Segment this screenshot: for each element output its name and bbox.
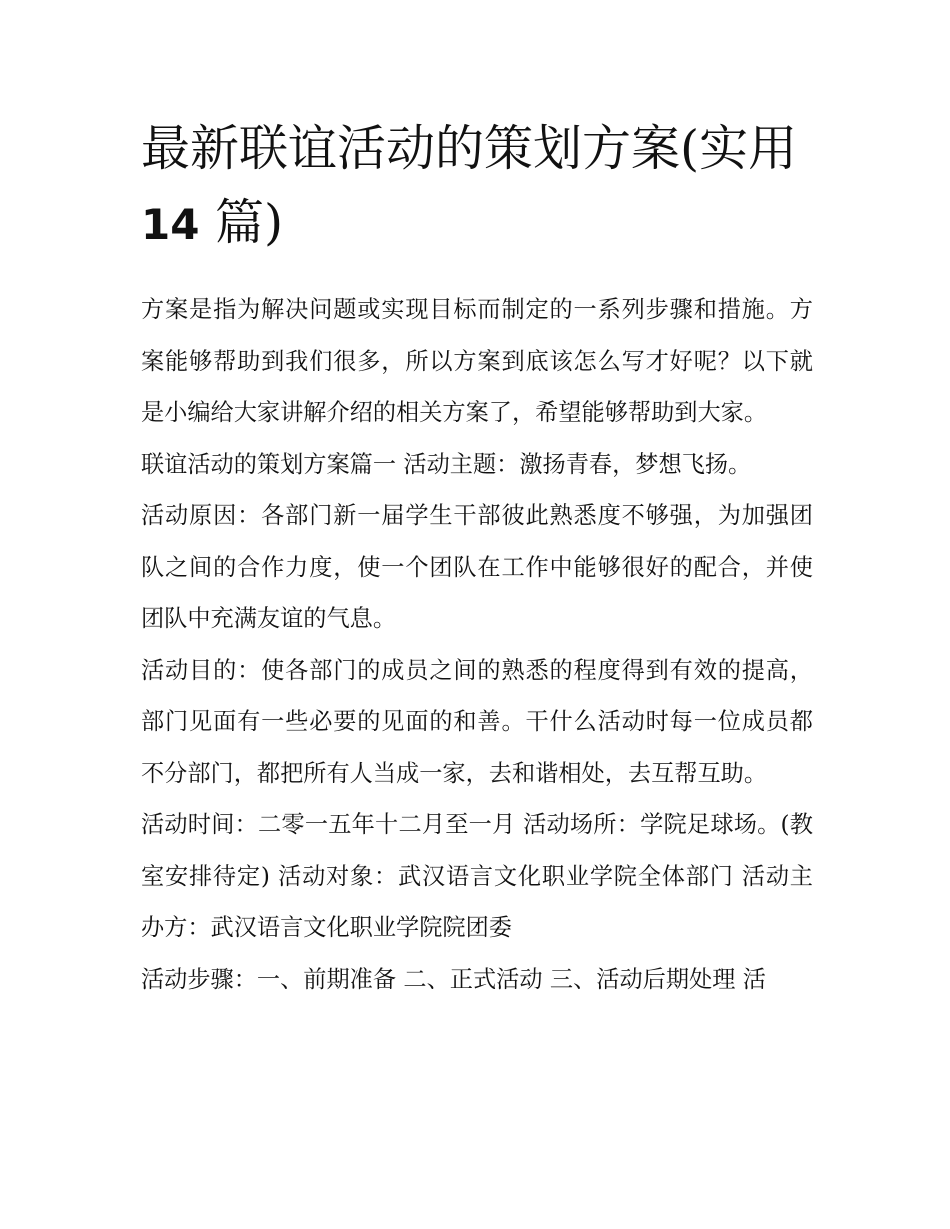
paragraph-theme: 联谊活动的策划方案篇一 活动主题：激扬青春，梦想飞扬。	[141, 450, 752, 478]
document-title	[141, 112, 813, 262]
document-body	[141, 284, 813, 1005]
document-page	[141, 112, 813, 1005]
paragraph-reason: 活动原因：各部门新一届学生干部彼此熟悉度不够强，为加强团队之间的合作力度，使一个团队在工作中能够很好的配合，并使团队中充满友谊的气息。	[141, 502, 813, 632]
paragraph-intro: 方案是指为解决问题或实现目标而制定的一系列步骤和措施。方案能够帮助到我们很多，所以方案到底该怎么写才好呢？以下就是小编给大家讲解介绍的相关方案了，希望能够帮助到大家。	[141, 296, 813, 426]
paragraph-time-place: 活动时间：二零一五年十二月至一月 活动场所：学院足球场。(教室安排待定) 活动对象：武汉语言文化职业学院全体部门 活动主办方：武汉语言文化职业学院院团委	[141, 811, 813, 941]
paragraph-purpose: 活动目的：使各部门的成员之间的熟悉的程度得到有效的提高，部门见面有一些必要的见面的和善。干什么活动时每一位成员都不分部门，都把所有人当成一家，去和谐相处，去互帮互助。	[141, 656, 813, 787]
paragraph-steps: 活动步骤：一、前期准备 二、正式活动 三、活动后期处理 活	[141, 965, 766, 993]
title-number: 14	[141, 200, 200, 249]
title-main: 最新联谊活动的策划方案(实用	[141, 120, 798, 177]
title-rest: 篇)	[215, 194, 284, 251]
